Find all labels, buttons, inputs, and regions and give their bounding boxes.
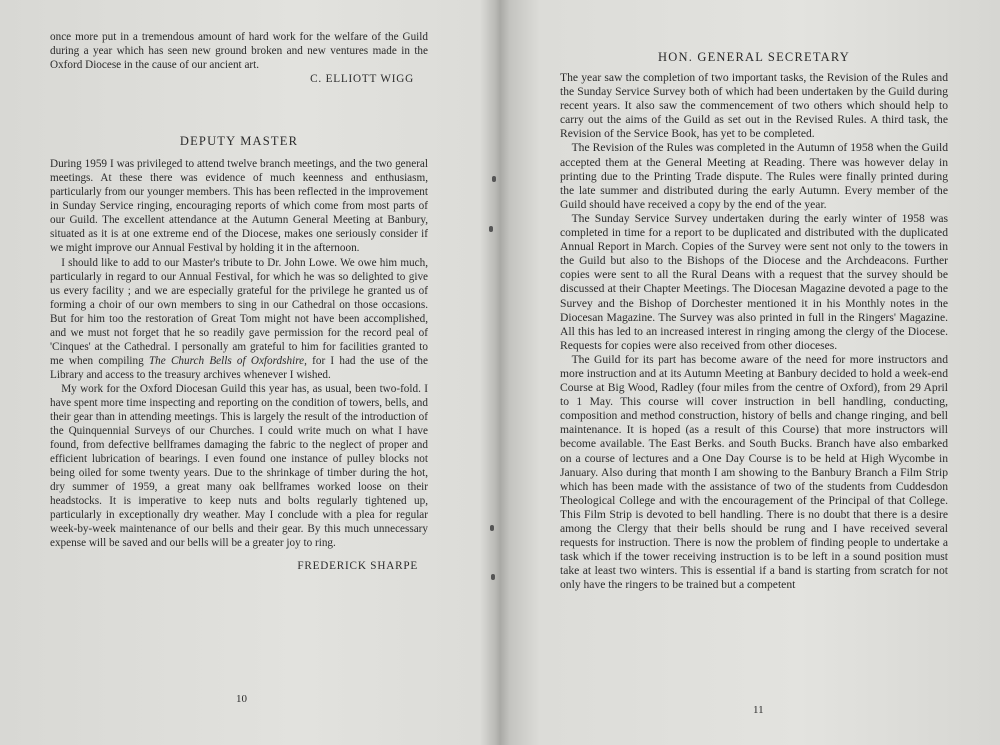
secretary-paragraph-3: The Sunday Service Survey undertaken during the early winter of 1958 was completed in time for a report to be duplicated and distributed with the duplicated Annual Report in March. Copies of the Survey were sent not only to the towers in the Guild but also to the Bishops of the Diocese and the Archdeacons. Further copies were sent to all the Rural Deans with a request that the survey should be discussed at their Chapter Meetings. The Diocesan Magazine devoted a page to the Survey and the Bishop of Dorchester mentioned it in his Monthly notes in the Diocesan Magazine. The Survey was also printed in full in the Ringers' Magazine. All this has led to an increased interest in ringing among the clergy of the Diocese. Requests for copies were also received from other dioceses. — [560, 211, 948, 352]
secretary-paragraph-2: The Revision of the Rules was completed in the Autumn of 1958 when the Guild accepted them at the General Meeting at Reading. There was however delay in printing due to the Printing Trade dispute. The Rules were finally printed during the late summer and distributed during the early Autumn. Every member of the Guild should have received a copy by the end of the year. — [560, 141, 948, 211]
right-page — [500, 0, 1000, 745]
secretary-paragraph-1: The year saw the completion of two important tasks, the Revision of the Rules and the Sunday Service Survey both of which had been undertaken by the Guild during recent years. It also saw the commencement of two others which should help to carry out the aims of the Guild as set out in the Revised Rules. A third task, the Revision of the Service Book, has yet to be completed. — [560, 71, 948, 141]
book-title: The Church Bells of Oxfordshire, — [148, 354, 307, 367]
deputy-paragraph-2-a: I should like to add to our Master's tribute to Dr. John Lowe. We owe him much, particularly in regard to our Annual Festival, for which he was so delighted to give us every facility ; and we are especially grateful for the privilege he granted us of forming a choir of our own members to sing in our Cathedral on those occasions. But for him too the restoration of Great Tom might not have been accomplished, and we must not forget that he so readily gave permission for the record peal of 'Cinques' at the Cathedral. I personally am grateful to him for facilities granted to me when compiling — [50, 256, 428, 367]
continuation-paragraph: once more put in a tremendous amount of hard work for the welfare of the Guild during a year which has seen new ground broken and new ventures made in the Oxford Diocese in the cause of our ancient art. — [50, 31, 428, 72]
signature-wigg: C. ELLIOTT WIGG — [310, 73, 414, 86]
left-column — [50, 30, 428, 573]
left-page — [0, 0, 494, 745]
page-number-right: 11 — [753, 704, 764, 716]
heading-deputy-master: DEPUTY MASTER — [179, 134, 299, 149]
deputy-paragraph-1: During 1959 I was privileged to attend twelve branch meetings, and the two general meetings. At these there was evidence of much keenness and enthusiasm, particularly from our younger members. This has been reflected in the improvement in Sunday Service ringing, encouraging reports of which come from most parts of our Guild. The excellent attendance at the Autumn General Meeting at Banbury, situated as it is at one extreme end of the Diocese, makes one seriously consider if we might improve our Annual Festival by holding it in the afternoon. — [50, 158, 428, 255]
deputy-paragraph-2-b: for I had the use of the Library and access to the treasury archives whenever I wished. — [50, 354, 428, 381]
signature-sharpe: FREDERICK SHARPE — [297, 559, 418, 572]
secretary-paragraph-4: The Guild for its part has become aware of the need for more instructors and more instruction and at its Autumn Meeting at Banbury decided to hold a week-end Course at Big Wood, Radley (four miles from the centre of Oxford), from 29 April to 1 May. This course will cover instruction in bell handling, conducting, composition and method construction, history of bells and change ringing, and bell maintenance. It is hoped (as a result of this Course) that more instructors will become available. The East Berks. and South Bucks. Branch have also embarked on a course of lectures and a One Day Course is to be held at High Wycombe in January. Also during that month I am showing to the Banbury Branch a Film Strip which has been made with the assistance of two of the students from Cuddesdon Theological College and with the encouragement of the Principal of that College. This Film Strip is devoted to bell handling. There is no doubt that there is a desire among the Clergy that their bells should be rung and I have received several requests for instruction. There is now the problem of finding people to undertake a task which if the tower receiving instruction is to be left in a sound position must take at least two winters. This is essential if a band is starting from scratch for not only have the ringers to be trained but a competent — [560, 352, 948, 592]
right-column — [560, 50, 948, 592]
deputy-paragraph-2 — [50, 256, 428, 382]
heading-hon-general-secretary: HON. GENERAL SECRETARY — [658, 50, 850, 64]
deputy-paragraph-3: My work for the Oxford Diocesan Guild this year has, as usual, been two-fold. I have spent more time inspecting and reporting on the condition of towers, bells, and their gear than in attending meetings. This is largely the result of the introduction of the Quinquennial Surveys of our Churches. I could write much on what I have found, from defective bellframes damaging the fabric to the neglect of proper and efficient lubrication of bearings. I even found one instance of pulley blocks not being oiled for some twenty years. Due to the shrinkage of timber during the hot, dry summer of 1959, a great many oak bellframes worked loose on their headstocks. It is imperative to keep nuts and bolts regularly tightened up, particularly in exceptionally dry weather. May I conclude with a plea for regular week-by-week maintenance of our bells and their gear. By this much unnecessary expense will be saved and our bells will be a greater joy to ring. — [50, 382, 428, 550]
page-number-left: 10 — [236, 693, 247, 705]
